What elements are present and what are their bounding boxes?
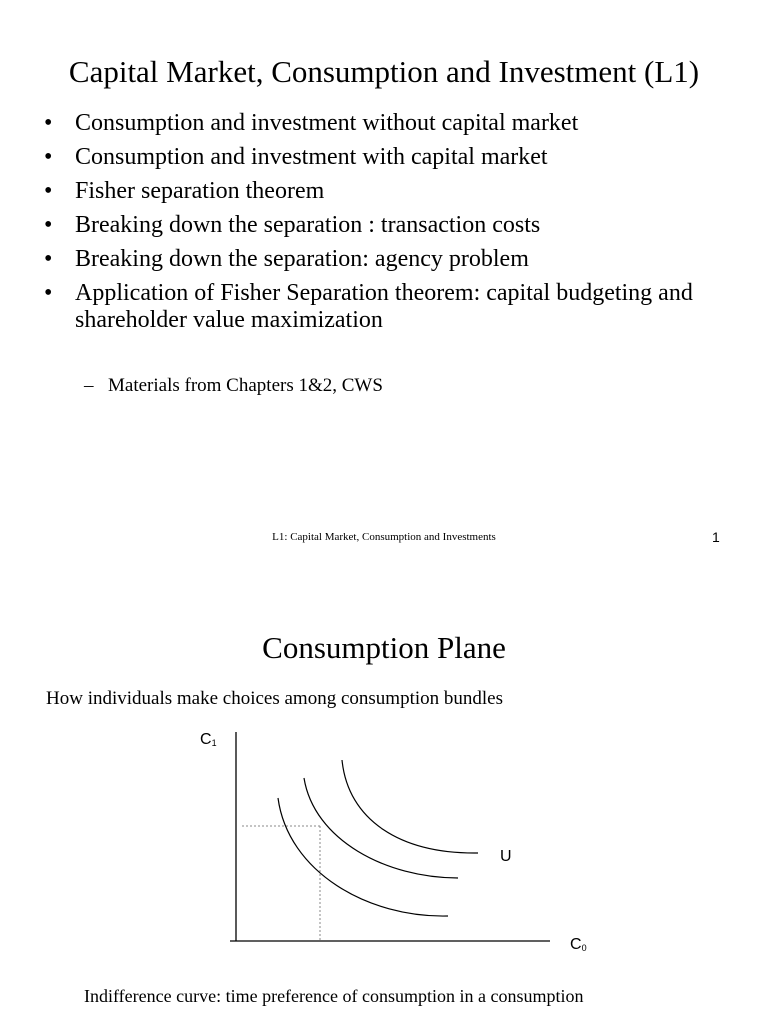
bullet-item: [44, 110, 734, 137]
y-axis-subscript: 1: [211, 738, 217, 748]
slide-footer: L1: Capital Market, Consumption and Investments: [272, 531, 496, 543]
x-axis-label: [570, 936, 587, 953]
indifference-curve-low: [278, 798, 448, 916]
sub-bullet: [84, 375, 383, 397]
slide-title: Consumption Plane: [262, 630, 506, 665]
consumption-plane-diagram: [190, 720, 610, 960]
bullet-marker: •: [44, 246, 53, 272]
bullet-marker: •: [44, 178, 53, 204]
caption-text: Indifference curve: time preference of consumption in a consumption: [84, 986, 584, 1006]
bullet-text: Fisher separation theorem: [75, 178, 325, 204]
bullet-text: Consumption and investment with capital market: [75, 144, 548, 170]
indifference-curve-high: [342, 760, 478, 853]
bullet-marker: •: [44, 212, 53, 238]
utility-label: U: [500, 848, 512, 865]
bullet-item: [44, 246, 734, 273]
bullet-item: [44, 178, 734, 205]
x-axis-letter: C: [570, 936, 582, 953]
bullet-text: Breaking down the separation : transaction costs: [75, 212, 541, 238]
bullet-item: [44, 144, 734, 171]
bullet-marker: •: [44, 110, 53, 136]
bullet-item: [44, 212, 734, 239]
y-axis-letter: C: [200, 731, 212, 748]
lead-text: How individuals make choices among consumption bundles: [46, 688, 503, 709]
slide-title: Capital Market, Consumption and Investment (L1): [68, 54, 700, 89]
sub-bullet-dash: –: [84, 375, 94, 396]
page-number: 1: [712, 529, 720, 545]
bullet-item: [44, 280, 734, 334]
sub-bullet-text: Materials from Chapters 1&2, CWS: [108, 375, 383, 396]
x-axis-subscript: 0: [581, 943, 587, 953]
slide-2: [0, 590, 768, 1024]
y-axis-label: [200, 731, 217, 748]
bullet-list: [44, 110, 734, 341]
bullet-marker: •: [44, 144, 53, 170]
bullet-text: Application of Fisher Separation theorem: capital budgeting and shareholder value maximization: [75, 280, 693, 333]
bullet-text: Breaking down the separation: agency problem: [75, 246, 529, 272]
bullet-marker: •: [44, 280, 53, 306]
bullet-text: Consumption and investment without capital market: [75, 110, 579, 136]
